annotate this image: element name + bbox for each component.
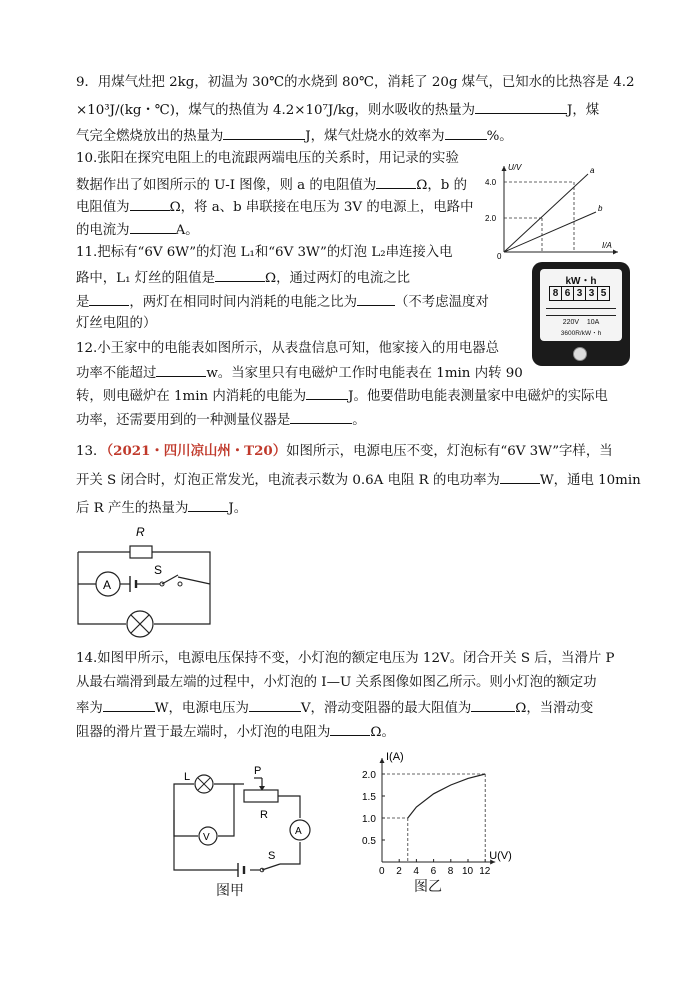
q13-line2: 开关 S 闭合时，灯泡正常发光，电流表示数为 0.6A 电阻 R 的电功率为 W，通电 10min — [76, 470, 641, 490]
iu-chart — [348, 748, 528, 880]
q12-line2: 功率不能超过 w。当家里只有电磁炉工作时电能表在 1min 内转 90 — [76, 363, 523, 383]
q12-line4: 功率，还需要用到的一种测量仪器是 。 — [76, 410, 366, 430]
answer-blank[interactable] — [130, 197, 170, 211]
q11-line2: 路中，L₁ 灯丝的阻值是 Ω，通过两灯的电流之比 — [76, 268, 410, 288]
answer-blank[interactable] — [376, 175, 416, 189]
answer-blank[interactable] — [445, 126, 487, 140]
y-tick-4: 4.0 — [485, 178, 497, 187]
ui-graph — [484, 160, 624, 260]
q14-line1: 14.如图甲所示，电源电压保持不变，小灯泡的额定电压为 12V。闭合开关 S 后，当滑片 P — [76, 651, 615, 666]
x-tick-label: 2 — [396, 866, 402, 877]
answer-blank[interactable] — [306, 386, 348, 400]
q9-line1: 9．用煤气灶把 2kg，初温为 30℃的水烧到 80℃，消耗了 20g 煤气，已知水的比热容是 4.2 — [76, 75, 635, 90]
meter-digit: 5 — [598, 286, 610, 301]
x-axis-label: U(V) — [489, 850, 512, 862]
y-axis-label: I(A) — [386, 751, 404, 763]
answer-blank[interactable] — [103, 698, 155, 712]
answer-blank[interactable] — [156, 363, 206, 377]
answer-blank[interactable] — [215, 268, 265, 282]
y-tick-2: 2.0 — [485, 214, 497, 223]
label-r: R — [136, 525, 145, 539]
switch-s — [262, 864, 280, 870]
switch-contact — [178, 582, 182, 586]
q13-line3: 后 R 产生的热量为 J。 — [76, 498, 247, 518]
xlabel: I/A — [602, 241, 612, 250]
x-tick-label: 10 — [462, 866, 474, 877]
meter-screw — [573, 347, 587, 361]
q14-line3: 率为 W，电源电压为 V，滑动变阻器的最大阻值为 Ω，当滑动变 — [76, 698, 593, 718]
meter-digits — [549, 286, 610, 301]
y-tick-label: 1.5 — [362, 792, 376, 803]
answer-blank[interactable] — [500, 470, 540, 484]
ammeter-label: A — [103, 578, 112, 592]
q13-line1: 13．（2021・四川凉山州・T20）如图所示，电源电压不变，灯泡标有“6V 3W”字样，当 — [76, 443, 613, 459]
q10-line2: 数据作出了如图所示的 U-I 图像，则 a 的电阻值为 Ω，b 的 — [76, 175, 467, 195]
source-tag: （2021・四川凉山州・T20） — [106, 443, 287, 459]
q9-line3: 气完全燃烧放出的热量为 J，煤气灶烧水的效率为 %。 — [76, 126, 513, 146]
meter-disc — [546, 308, 616, 316]
origin-label: 0 — [497, 252, 502, 260]
answer-blank[interactable] — [357, 292, 395, 306]
meter-unit: kW・h — [565, 276, 597, 287]
answer-blank[interactable] — [89, 292, 129, 306]
meter-digit: 3 — [586, 286, 598, 301]
x-tick-label: 0 — [379, 866, 385, 877]
line-a — [504, 174, 588, 252]
q10-line4: 的电流为 A。 — [76, 220, 199, 240]
answer-blank[interactable] — [130, 220, 176, 234]
q12-line1: 12.小王家中的电能表如图所示，从表盘信息可知，他家接入的用电器总 — [76, 341, 500, 356]
meter-digit: 6 — [562, 286, 574, 301]
q10-line3: 电阻值为 Ω，将 a、b 串联接在电压为 3V 的电源上，电路中 — [76, 197, 473, 217]
answer-blank[interactable] — [475, 100, 567, 114]
q11-line1: 11.把标有“6V 6W”的灯泡 L₁和“6V 3W”的灯泡 L₂串连接入电 — [76, 245, 453, 260]
y-tick-label: 0.5 — [362, 836, 376, 847]
q14-line2: 从最右端滑到最左端的过程中，小灯泡的 I—U 关系图像如图乙所示。则小灯泡的额定功 — [76, 675, 597, 690]
label-r: R — [260, 809, 268, 821]
answer-blank[interactable] — [330, 722, 370, 736]
answer-blank[interactable] — [223, 126, 305, 140]
q14-line4: 阻器的滑片置于最左端时，小灯泡的电阻为 Ω。 — [76, 722, 395, 742]
label-b: b — [598, 204, 603, 213]
label-s: S — [154, 563, 163, 577]
q11-line3: 是 ，两灯在相同时间内消耗的电能之比为 （不考虑温度对 — [76, 292, 489, 312]
q12-line3: 转，则电磁炉在 1min 内消耗的电能为 J。他要借助电能表测量家中电磁炉的实际电 — [76, 386, 608, 406]
caption-jia: 图甲 — [216, 883, 244, 899]
electricity-meter — [532, 262, 630, 366]
meter-digit: 3 — [574, 286, 586, 301]
q10-line1: 10.张阳在探究电阻上的电流跟两端电压的关系时，用记录的实验 — [76, 151, 459, 166]
y-axis-arrow — [380, 758, 385, 763]
ammeter-label: A — [295, 826, 302, 837]
label-s: S — [268, 850, 276, 862]
circuit-q14 — [168, 760, 318, 880]
x-tick-label: 8 — [447, 866, 454, 877]
meter-rate: 3600R/kW・h — [560, 330, 602, 337]
label-a: a — [590, 166, 595, 175]
answer-blank[interactable] — [188, 498, 228, 512]
series-line — [408, 774, 485, 818]
resistor-r — [130, 546, 152, 558]
answer-blank[interactable] — [290, 410, 352, 424]
voltmeter-label: V — [203, 832, 210, 843]
meter-digit: 8 — [549, 286, 562, 301]
x-tick-label: 4 — [413, 866, 419, 877]
y-tick-label: 1.0 — [362, 814, 376, 825]
circuit-q13 — [70, 522, 220, 640]
ylabel: U/V — [508, 163, 522, 172]
meter-spec: 220V 10A — [562, 319, 600, 326]
y-tick-label: 2.0 — [362, 770, 376, 781]
caption-yi: 图乙 — [414, 879, 442, 895]
x-tick-label: 12 — [479, 866, 491, 877]
rheostat — [244, 790, 278, 802]
q9-line2: ×10³J/(kg・℃)，煤气的热值为 4.2×10⁷J/kg，则水吸收的热量为 J，煤 — [76, 100, 599, 120]
x-tick-label: 6 — [430, 866, 437, 877]
line-b — [504, 212, 596, 252]
answer-blank[interactable] — [471, 698, 515, 712]
label-l: L — [184, 771, 191, 783]
answer-blank[interactable] — [249, 698, 301, 712]
label-p: P — [254, 765, 262, 777]
q11-line4: 灯丝电阻的） — [76, 316, 157, 331]
switch-s — [162, 575, 178, 584]
